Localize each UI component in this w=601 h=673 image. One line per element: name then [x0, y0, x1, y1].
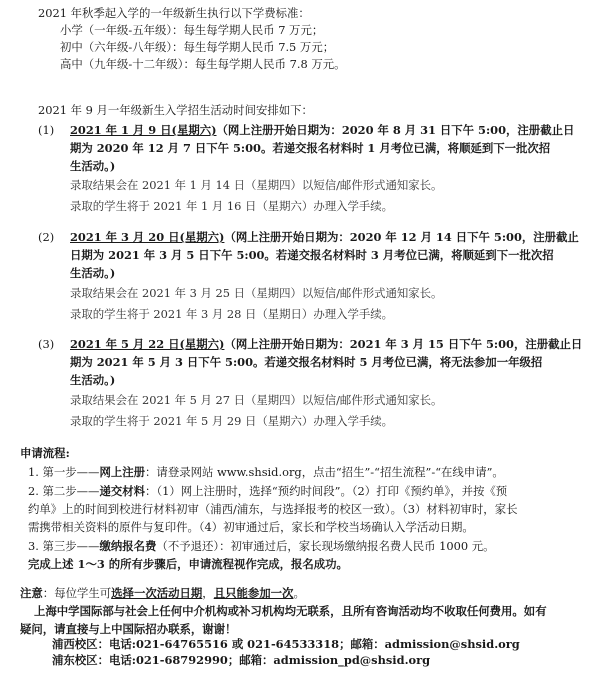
session-2-line1: 2021 年 3 月 20 日(星期六)（网上注册开始日期为：2020 年 12 月 14 日下午 5:00，注册截止	[70, 230, 579, 244]
process-step-2-line3: 需携带相关资料的原件与复印件。（4）初审通过后，家长和学校当场确认入学活动日期。	[28, 520, 474, 534]
session-3-enroll: 录取的学生将于 2021 年 5 月 29 日（星期六）办理入学手续。	[70, 414, 394, 428]
session-3-notice: 录取结果会在 2021 年 5 月 27 日（星期四）以短信/邮件形式通知家长。	[70, 393, 443, 407]
session-1-enroll: 录取的学生将于 2021 年 1 月 16 日（星期六）办理入学手续。	[70, 199, 394, 213]
fees-intro: 2021 年秋季起入学的一年级新生执行以下学费标准：	[38, 6, 310, 20]
session-1-line2: 期为 2020 年 12 月 7 日下午 5:00。若递交报名材料时 1 月考位已满，将顺延到下一批次招	[70, 141, 551, 155]
note-line-2: 上海中学国际部与社会上任何中介机构或补习机构均无联系，且所有咨询活动均不收取任何费用。如有	[34, 604, 547, 618]
contact-pudong: 浦东校区：电话:021-68792990；邮箱：admission_pd@shsid.org	[52, 653, 431, 667]
process-step-2: 2. 第二步——递交材料：（1）网上注册时，选择“预约时间段”。（2）打印《预约单》，并按《预	[28, 484, 508, 498]
session-3-number: (3)	[38, 337, 55, 351]
session-3-line1: 2021 年 5 月 22 日(星期六)（网上注册开始日期为：2021 年 3 月 15 日下午 5:00，注册截止日	[70, 337, 583, 351]
session-2-date: 2021 年 3 月 20 日(星期六)	[70, 230, 225, 244]
note-line-3: 疑问，请直接与上中国际招办联系，谢谢！	[20, 622, 237, 636]
fee-middle: 初中（六年级-八年级）：每生每学期人民币 7.5 万元；	[60, 40, 335, 54]
contact-puxi: 浦西校区：电话:021-64765516 或 021-64533318；邮箱：admission@shsid.org	[52, 637, 520, 651]
session-2-number: (2)	[38, 230, 55, 244]
session-3-line2: 期为 2021 年 5 月 3 日下午 5:00。若递交报名材料时 5 月考位已满，将无法参加一年级招	[70, 355, 543, 369]
session-1-line1: 2021 年 1 月 9 日(星期六)（网上注册开始日期为：2020 年 8 月 31 日下午 5:00，注册截止日	[70, 123, 575, 137]
session-2-notice: 录取结果会在 2021 年 3 月 25 日（星期四）以短信/邮件形式通知家长。	[70, 286, 443, 300]
process-title: 申请流程:	[20, 446, 70, 460]
session-3-date: 2021 年 5 月 22 日(星期六)	[70, 337, 225, 351]
note-line-1: 注意：每位学生可选择一次活动日期，且只能参加一次。	[20, 586, 305, 600]
session-1-number: (1)	[38, 123, 55, 137]
fee-high: 高中（九年级-十二年级）：每生每学期人民币 7.8 万元。	[60, 57, 346, 71]
session-2-line3: 生活动。)	[70, 266, 116, 280]
process-complete: 完成上述 1～3 的所有步骤后，申请流程视作完成，报名成功。	[28, 557, 348, 571]
fee-primary: 小学（一年级-五年级）：每生每学期人民币 7 万元；	[60, 23, 324, 37]
session-1-notice: 录取结果会在 2021 年 1 月 14 日（星期四）以短信/邮件形式通知家长。	[70, 178, 443, 192]
session-1-line3: 生活动。)	[70, 159, 116, 173]
session-3-line3: 生活动。)	[70, 373, 116, 387]
session-2-enroll: 录取的学生将于 2021 年 3 月 28 日（星期日）办理入学手续。	[70, 307, 394, 321]
schedule-intro: 2021 年 9 月一年级新生入学招生活动时间安排如下：	[38, 103, 313, 117]
process-step-1: 1. 第一步——网上注册：请登录网站 www.shsid.org，点击“招生”-“招生流程”-“在线申请”。	[28, 465, 504, 479]
process-step-2-line2: 约单》上的时间到校进行材料初审（浦西/浦东，与选择报考的校区一致）。（3）材料初审时，家长	[28, 502, 518, 516]
session-2-line2: 日期为 2021 年 3 月 5 日下午 5:00。若递交报名材料时 3 月考位已满，将顺延到下一批次招	[70, 248, 554, 262]
process-step-3: 3. 第三步——缴纳报名费（不予退还）：初审通过后，家长现场缴纳报名费人民币 1000 元。	[28, 539, 495, 553]
session-1-date: 2021 年 1 月 9 日(星期六)	[70, 123, 217, 137]
